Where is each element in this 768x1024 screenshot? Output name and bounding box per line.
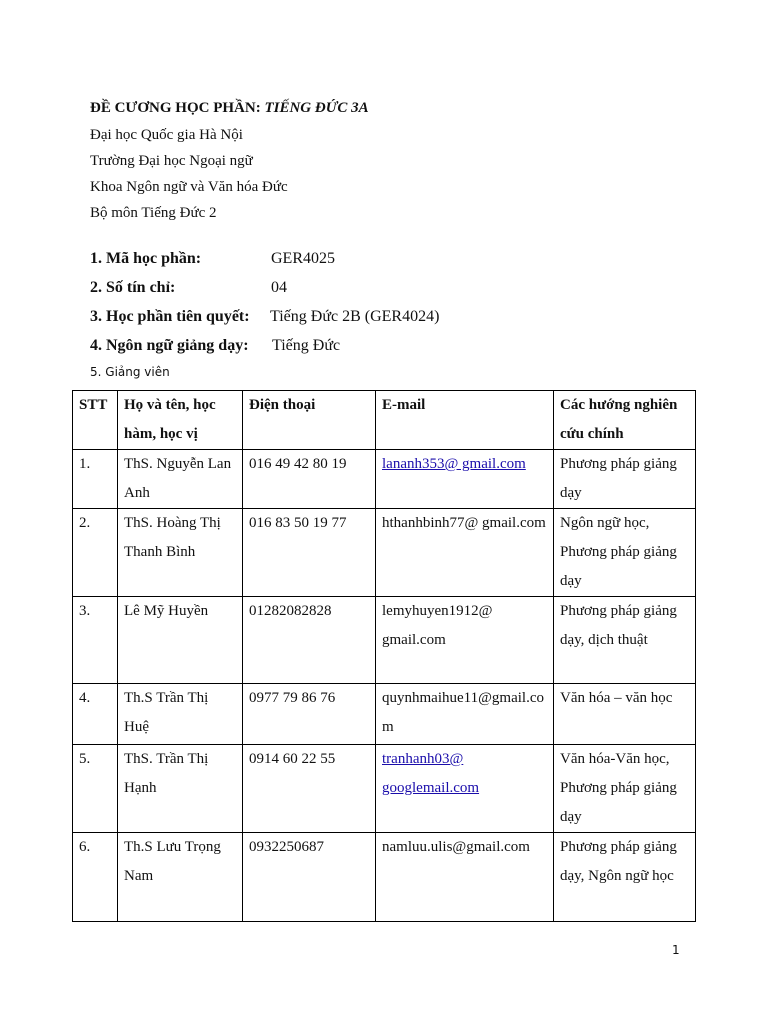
credits-row [90, 279, 287, 297]
email-text: hthanhbinh77@ gmail.com [382, 515, 546, 531]
cell-name: ThS. Nguyễn Lan Anh [118, 450, 243, 509]
email-text: quynhmaihue11@gmail.com [382, 690, 544, 735]
cell-email [376, 509, 554, 597]
cell-research: Văn hóa-Văn học, Phương pháp giảng dạy [554, 745, 696, 833]
cell-name: Th.S Lưu Trọng Nam [118, 833, 243, 922]
cell-phone: 0932250687 [243, 833, 376, 922]
email-text: lemyhuyen1912@ gmail.com [382, 603, 493, 648]
cell-research: Văn hóa – văn học [554, 684, 696, 745]
table-row [73, 597, 696, 684]
prerequisite-value: Tiếng Đức 2B (GER4024) [270, 308, 440, 325]
cell-stt: 1. [73, 450, 118, 509]
prerequisite-label: 3. Học phần tiên quyết: [90, 308, 250, 325]
university-line: Đại học Quốc gia Hà Nội [90, 127, 243, 143]
course-code-label: 1. Mã học phần: [90, 250, 202, 267]
table-row [73, 509, 696, 597]
document-title [90, 100, 369, 117]
title-course: TIẾNG ĐỨC 3A [264, 100, 369, 116]
cell-name: Lê Mỹ Huyền [118, 597, 243, 684]
cell-stt: 6. [73, 833, 118, 922]
lecturers-table [72, 390, 696, 922]
cell-research: Phương pháp giảng dạy [554, 450, 696, 509]
cell-email [376, 745, 554, 833]
cell-name: Th.S Trần Thị Huệ [118, 684, 243, 745]
email-link[interactable]: lananh353@ gmail.com [382, 456, 526, 472]
cell-stt: 4. [73, 684, 118, 745]
email-text: namluu.ulis@gmail.com [382, 839, 530, 855]
prerequisite-row [90, 308, 440, 326]
cell-stt: 2. [73, 509, 118, 597]
cell-phone: 0914 60 22 55 [243, 745, 376, 833]
course-code-row [90, 250, 335, 268]
cell-research: Ngôn ngữ học, Phương pháp giảng dạy [554, 509, 696, 597]
cell-email [376, 833, 554, 922]
table-row [73, 450, 696, 509]
header-stt: STT [73, 391, 118, 450]
credits-value: 04 [271, 279, 287, 296]
cell-phone: 016 49 42 80 19 [243, 450, 376, 509]
cell-email [376, 450, 554, 509]
cell-stt: 5. [73, 745, 118, 833]
table-header-row [73, 391, 696, 450]
cell-email [376, 597, 554, 684]
title-prefix: ĐỀ CƯƠNG HỌC PHẦN: [90, 100, 261, 116]
table-row [73, 833, 696, 922]
header-email: E-mail [376, 391, 554, 450]
language-label: 4. Ngôn ngữ giảng dạy: [90, 337, 249, 354]
credits-label: 2. Số tín chỉ: [90, 279, 176, 296]
cell-research: Phương pháp giảng dạy, dịch thuật [554, 597, 696, 684]
cell-email [376, 684, 554, 745]
language-row [90, 337, 341, 355]
cell-phone: 016 83 50 19 77 [243, 509, 376, 597]
cell-phone: 0977 79 86 76 [243, 684, 376, 745]
course-code-value: GER4025 [271, 250, 335, 267]
header-phone: Điện thoại [243, 391, 376, 450]
cell-name: ThS. Hoàng Thị Thanh Bình [118, 509, 243, 597]
department-line: Bộ môn Tiếng Đức 2 [90, 205, 217, 221]
table-row [73, 684, 696, 745]
cell-phone: 01282082828 [243, 597, 376, 684]
cell-research: Phương pháp giảng dạy, Ngôn ngữ học [554, 833, 696, 922]
faculty-line: Khoa Ngôn ngữ và Văn hóa Đức [90, 179, 288, 195]
cell-name: ThS. Trần Thị Hạnh [118, 745, 243, 833]
school-line: Trường Đại học Ngoại ngữ [90, 153, 253, 169]
language-value: Tiếng Đức [272, 337, 341, 354]
header-research: Các hướng nghiên cứu chính [554, 391, 696, 450]
table-row [73, 745, 696, 833]
page-number: 1 [672, 943, 680, 957]
cell-stt: 3. [73, 597, 118, 684]
email-link[interactable]: tranhanh03@ googlemail.com [382, 751, 480, 796]
lecturers-section-title: 5. Giảng viên [90, 365, 170, 379]
header-name: Họ và tên, học hàm, học vị [118, 391, 243, 450]
